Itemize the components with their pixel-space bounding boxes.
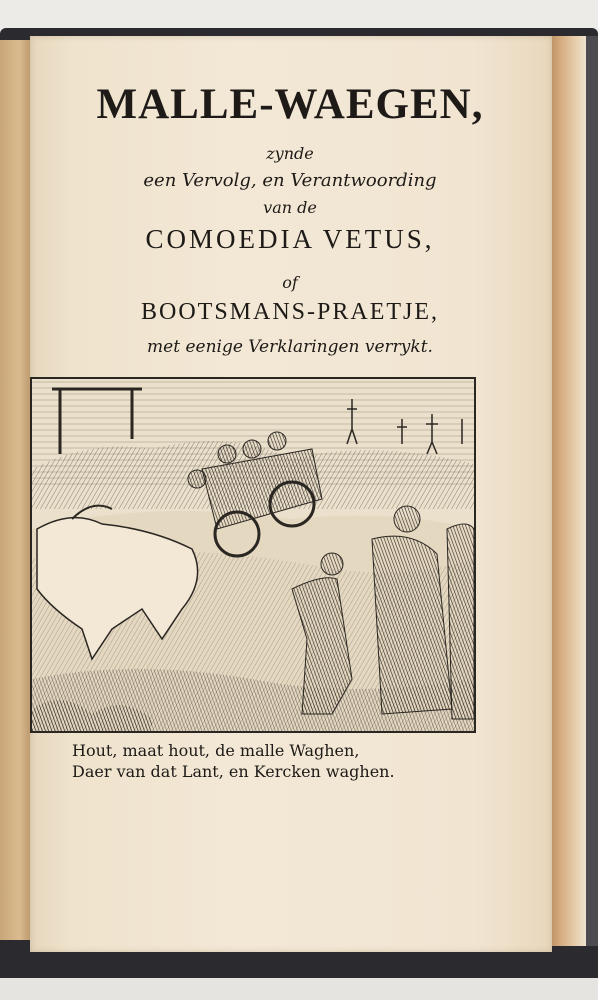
subtitle-comoedia: COMOEDIA VETUS,: [145, 224, 435, 254]
subtitle-zynde: zynde: [266, 144, 314, 163]
subtitle-vervolg: een Vervolg, en Verantwoording: [143, 170, 437, 191]
caption-line-1: Hout, maat hout, de malle Waghen,: [72, 741, 360, 760]
engraving-illustration: [30, 377, 476, 733]
book-title: MALLE-WAEGEN,: [96, 81, 484, 128]
subtitle-van-de: van de: [263, 198, 317, 217]
subtitle-verklaringen: met eenige Verklaringen verrykt.: [147, 337, 433, 357]
caption-line-2: Daer van dat Lant, en Kercken waghen.: [72, 762, 395, 781]
binding-edge: [586, 36, 598, 946]
subtitle-bootsmans: BOOTSMANS-PRAETJE,: [140, 299, 440, 325]
engraving-scene: [32, 379, 474, 731]
subtitle-of: of: [282, 273, 298, 292]
page-block-edge: [548, 36, 588, 946]
left-page-edge: [0, 40, 32, 940]
